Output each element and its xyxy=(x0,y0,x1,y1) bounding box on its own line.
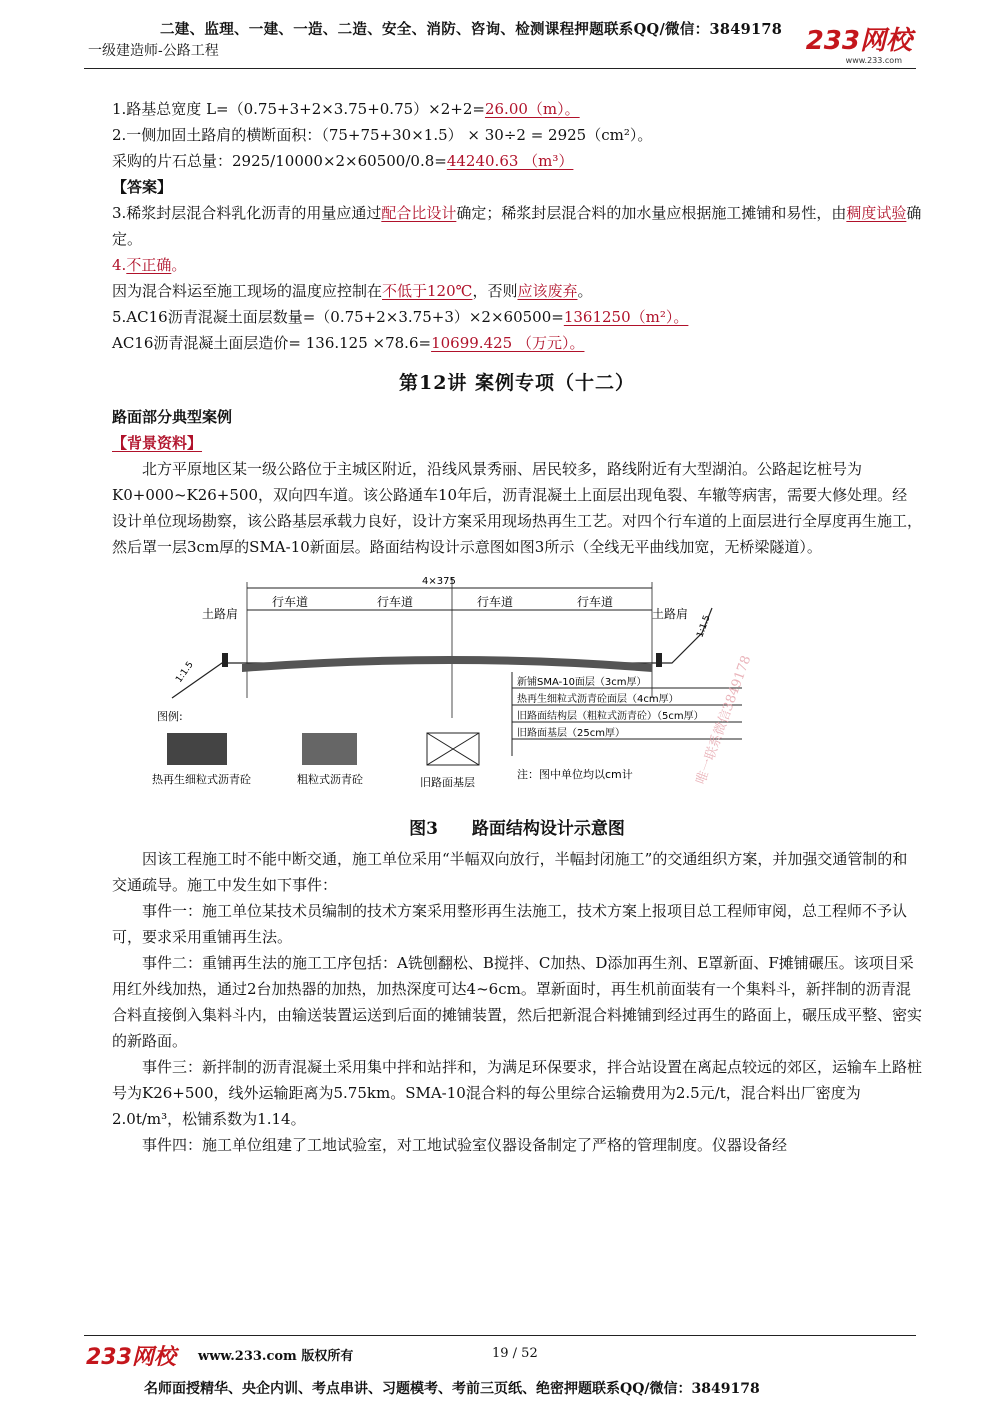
header-promo: 二建、监理、一建、一造、二造、安全、消防、咨询、检测课程押题联系QQ/微信：3849178 xyxy=(160,21,783,38)
answer-line-8: AC16沥青混凝土面层造价= 136.125 ×78.6=10699.425 （万元）。 xyxy=(112,334,585,352)
lecture-title: 第12讲 案例专项（十二） xyxy=(398,372,636,394)
site-logo-url: www.233.com xyxy=(845,56,902,65)
lane-label-2: 行车道 xyxy=(377,595,414,609)
shoulder-right: 土路肩 xyxy=(652,607,689,621)
footer-promo: 名师面授精华、央企内训、考点串讲、习题模考、考前三页纸、绝密押题联系QQ/微信：3849178 xyxy=(144,1381,760,1397)
watermark: 唯一联系微信3849178 xyxy=(693,653,755,787)
curb-right xyxy=(656,653,662,667)
pavement-figure xyxy=(152,568,755,808)
traffic-paragraph: 因该工程施工时不能中断交通，施工单位采用“半幅双向放行，半幅封闭施工”的交通组织方案，并加强交通管制的和交通疏导。施工中发生如下事件： xyxy=(112,850,908,894)
answer-line-4: 3.稀浆封层混合料乳化沥青的用量应通过配合比设计确定；稀浆封层混合料的加水量应根据施工摊铺和易性，由稠度试验确定。 xyxy=(112,204,922,248)
event-2: 事件二：重铺再生法的施工工序包括：A铣刨翻松、B搅拌、C加热、D添加再生剂、E罩新面、F摊铺碾压。该项目采用红外线加热，通过2台加热器的加热，加热深度可达4~6cm。罩新面时，再生机前面装有一个集料斗，新拌制的沥青混合料直接倒入集料斗内，由输送装置运送到后面的摊铺装置，然后把新混合料摊铺到经过再生的路面上，碾压成平整、密实的新路面。 xyxy=(112,954,923,1050)
legend-label-2: 粗粒式沥青砼 xyxy=(297,773,363,786)
section-heading: 路面部分典型案例 xyxy=(112,408,233,426)
event-1: 事件一：施工单位某技术员编制的技术方案采用整形再生法施工，技术方案上报项目总工程师审阅，总工程师不予认可，要求采用重铺再生法。 xyxy=(112,902,908,946)
layer-2: 热再生细粒式沥青砼面层（4cm厚） xyxy=(517,694,679,705)
answer-line-2: 2.一侧加固土路肩的横断面积：（75+75+30×1.5） × 30÷2 = 2925（cm²）。 xyxy=(112,126,653,144)
layer-4: 旧路面基层（25cm厚） xyxy=(517,728,625,739)
legend-label-3: 旧路面基层 xyxy=(420,776,475,789)
site-logo[interactable]: 233网校 xyxy=(805,26,912,56)
dim-total: 4×375 xyxy=(422,576,456,587)
answer-line-6: 因为混合料运至施工现场的温度应控制在不低于120℃，否则应该废弃。 xyxy=(112,282,593,300)
slope-left: 1:1.5 xyxy=(174,660,196,685)
lane-label-1: 行车道 xyxy=(272,595,309,609)
slope-right: 1:1.5 xyxy=(695,613,713,640)
legend-title: 图例: xyxy=(157,710,183,723)
legend-swatch-2 xyxy=(302,733,357,765)
header-divider xyxy=(84,68,916,69)
figure-caption: 图3 路面结构设计示意图 xyxy=(409,819,625,839)
footer-copyright: www.233.com 版权所有 xyxy=(198,1349,354,1364)
answer-line-3: 采购的片石总量：2925/10000×2×60500/0.8=44240.63 （m³） xyxy=(112,152,574,170)
page-number: 19 / 52 xyxy=(492,1346,538,1361)
page-content xyxy=(112,96,922,1158)
pavement-diagram xyxy=(152,568,755,808)
curb-left xyxy=(222,653,228,667)
answer-line-7: 5.AC16沥青混凝土面层数量=（0.75+2×3.75+3）×2×60500=1361250（m²）。 xyxy=(112,308,689,326)
event-4: 事件四：施工单位组建了工地试验室，对工地试验室仪器设备制定了严格的管理制度。仪器设备经 xyxy=(142,1136,788,1154)
header-subtitle: 一级建造师-公路工程 xyxy=(88,43,219,59)
lane-label-3: 行车道 xyxy=(477,595,514,609)
layer-1: 新铺SMA-10面层（3cm厚） xyxy=(517,677,647,688)
answer-line-5: 4.不正确。 xyxy=(112,256,187,274)
background-label: 【背景资料】 xyxy=(112,434,203,452)
shoulder-left: 土路肩 xyxy=(202,607,239,621)
figure-note: 注：图中单位均以cm计 xyxy=(517,768,633,781)
answer-line-1: 1.路基总宽度 L=（0.75+3+2×3.75+0.75）×2+2=26.00（m）。 xyxy=(112,100,580,118)
footer-divider xyxy=(84,1335,916,1336)
answer-heading: 【答案】 xyxy=(112,178,173,196)
legend-swatch-1 xyxy=(167,733,227,765)
footer-logo[interactable]: 233网校 xyxy=(86,1345,176,1370)
pavement-layers xyxy=(242,656,652,672)
legend-label-1: 热再生细粒式沥青砼 xyxy=(152,773,251,786)
lane-label-4: 行车道 xyxy=(577,595,614,609)
background-paragraph: 北方平原地区某一级公路位于主城区附近，沿线风景秀丽、居民较多，路线附近有大型湖泊。公路起讫桩号为K0+000~K26+500，双向四车道。该公路通车10年后，沥青混凝土上面层出现龟裂、车辙等病害，需要大修处理。经设计单位现场勘察，该公路基层承载力良好，设计方案采用现场热再生工艺。对四个行车道的上面层进行全厚度再生施工，然后罩一层3cm厚的SMA-10新面层。路面结构设计示意图如图3所示（全线无平曲线加宽，无桥梁隧道）。 xyxy=(112,460,923,556)
event-3: 事件三：新拌制的沥青混凝土采用集中拌和站拌和，为满足环保要求，拌合站设置在离起点较远的郊区，运输车上路桩号为K26+500，线外运输距离为5.75km。SMA-10混合料的每公里综合运输费用为2.5元/t，混合料出厂密度为2.0t/m³，松铺系数为1.14。 xyxy=(112,1058,923,1128)
layer-3: 旧路面结构层（粗粒式沥青砼）（5cm厚） xyxy=(517,711,704,722)
